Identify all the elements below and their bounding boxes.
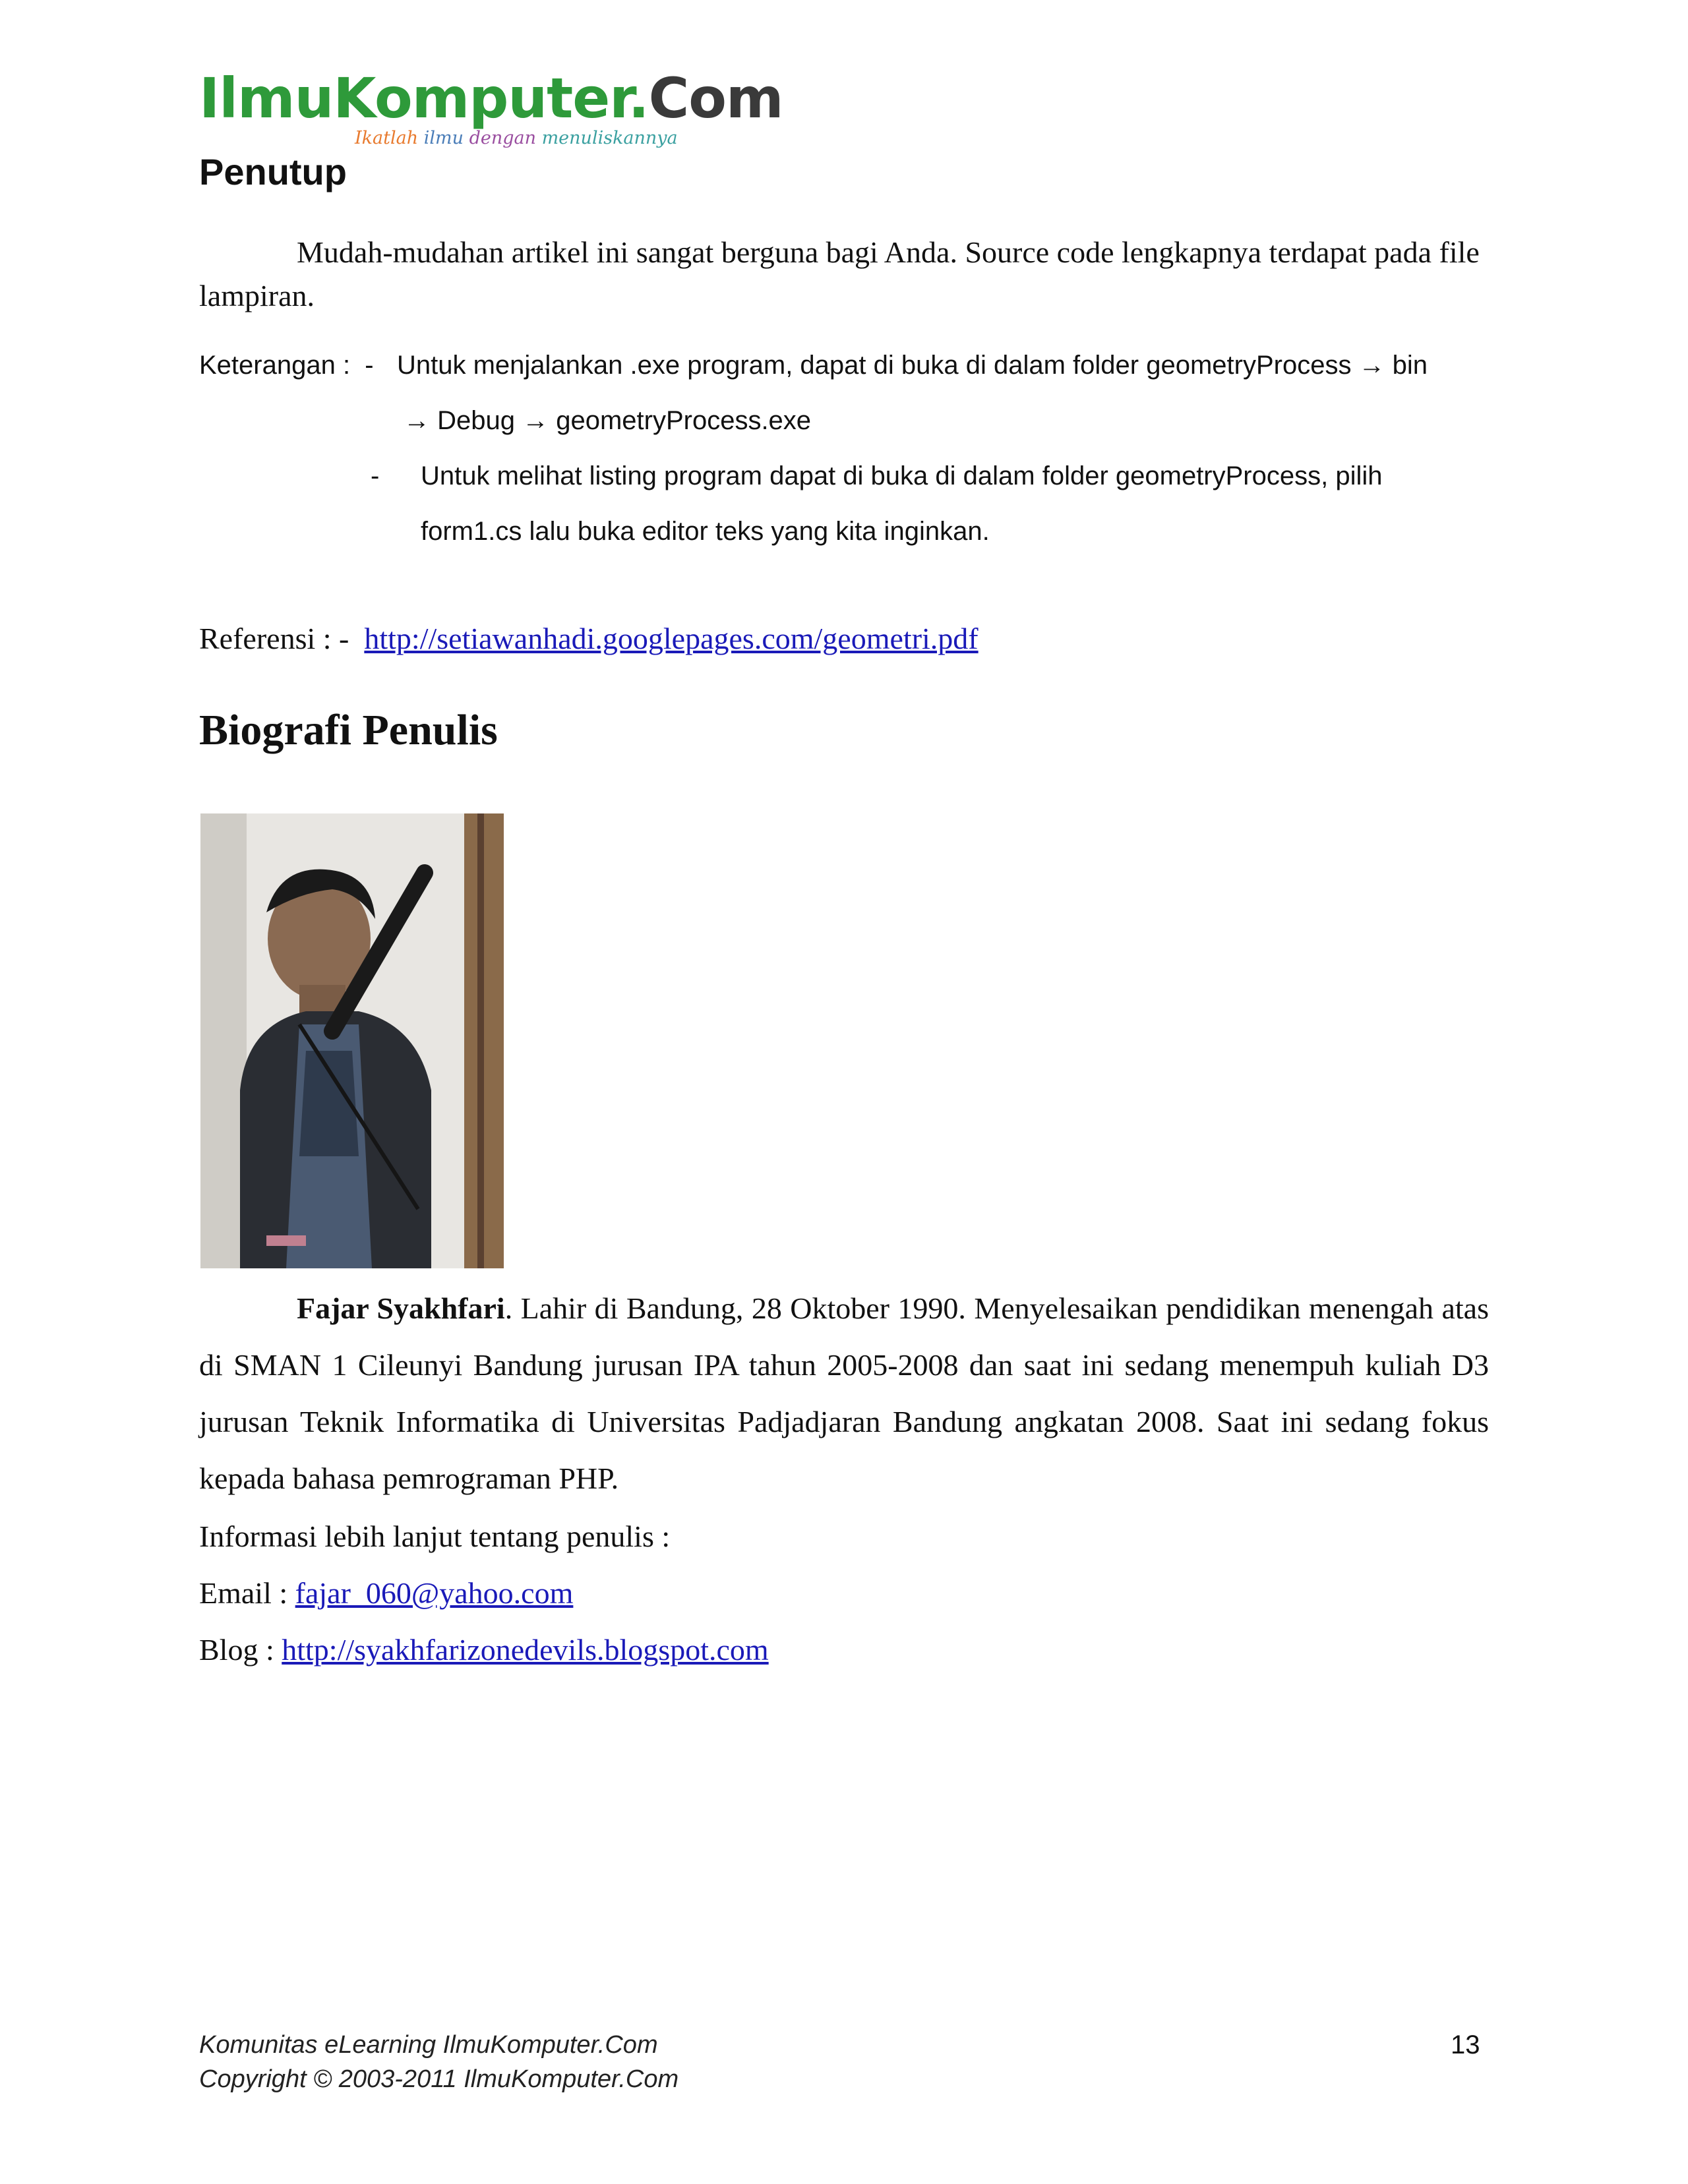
author-bio-text: . Lahir di Bandung, 28 Oktober 1990. Menyelesaikan pendidikan menengah atas di SMAN 1 Cileunyi Bandung jurusan IPA tahun 2005-2008 dan saat ini sedang menempuh kuliah D3 jurusan Teknik Informatika di Universitas Padjadjaran Bandung angkatan 2008. Saat ini sedang fokus kepada bahasa pemrograman PHP.	[199, 1291, 1489, 1495]
keterangan-item2-line2: form1.cs lalu buka editor teks yang kita inginkan.	[421, 517, 990, 546]
logo-tagline	[355, 128, 678, 148]
author-bio-paragraph	[199, 1280, 1489, 1507]
footer-community: Komunitas eLearning IlmuKomputer.Com	[199, 2031, 658, 2059]
site-logo	[199, 66, 783, 161]
referensi-label: Referensi : -	[199, 622, 349, 655]
footer-copyright: Copyright © 2003-2011 IlmuKomputer.Com	[199, 2065, 679, 2093]
page-footer	[199, 2028, 678, 2096]
author-email-line	[199, 1565, 573, 1622]
biografi-heading: Biografi Penulis	[199, 706, 498, 754]
referensi-line	[199, 610, 979, 667]
blog-label: Blog :	[199, 1633, 282, 1667]
author-blog-link[interactable]: http://syakhfarizonedevils.blogspot.com	[282, 1633, 769, 1667]
referensi-link[interactable]: http://setiawanhadi.googlepages.com/geometri.pdf	[364, 622, 979, 655]
author-photo	[200, 813, 504, 1268]
author-info-line: Informasi lebih lanjut tentang penulis :	[199, 1520, 671, 1553]
keterangan-label-text: Keterangan :	[199, 351, 351, 380]
logo-main-text: IlmuKomputer	[199, 66, 628, 131]
logo-dot: .	[628, 66, 649, 131]
penutup-paragraph: Mudah-mudahan artikel ini sangat berguna bagi Anda. Source code lengkapnya terdapat pada file lampiran.	[199, 235, 1480, 312]
logo-com-text: Com	[648, 66, 783, 131]
keterangan-item2-line1: Untuk melihat listing program dapat di buka di dalam folder geometryProcess, pilih	[421, 461, 1383, 490]
list-dash: -	[371, 461, 380, 490]
email-label: Email :	[199, 1576, 295, 1610]
author-photo-illustration	[200, 813, 504, 1268]
author-name: Fajar Syakhfari	[297, 1291, 505, 1325]
tagline-word: menuliskannya	[541, 128, 678, 148]
author-blog-line	[199, 1622, 769, 1678]
tagline-word: ilmu	[423, 128, 464, 148]
keterangan-label	[199, 338, 374, 393]
tagline-word: dengan	[469, 128, 536, 148]
author-email-link[interactable]: fajar_060@yahoo.com	[295, 1576, 574, 1610]
keterangan-item1-line1: Untuk menjalankan .exe program, dapat di buka di dalam folder geometryProcess → bin	[397, 351, 1428, 380]
keterangan-item1-line2: → Debug → geometryProcess.exe	[404, 406, 812, 435]
author-bio	[199, 1280, 1489, 1507]
tagline-word: Ikatlah	[355, 128, 419, 148]
page-number: 13	[1451, 2030, 1480, 2059]
penutup-heading: Penutup	[199, 151, 347, 192]
logo-wordmark	[199, 66, 783, 131]
list-dash: -	[365, 351, 374, 380]
